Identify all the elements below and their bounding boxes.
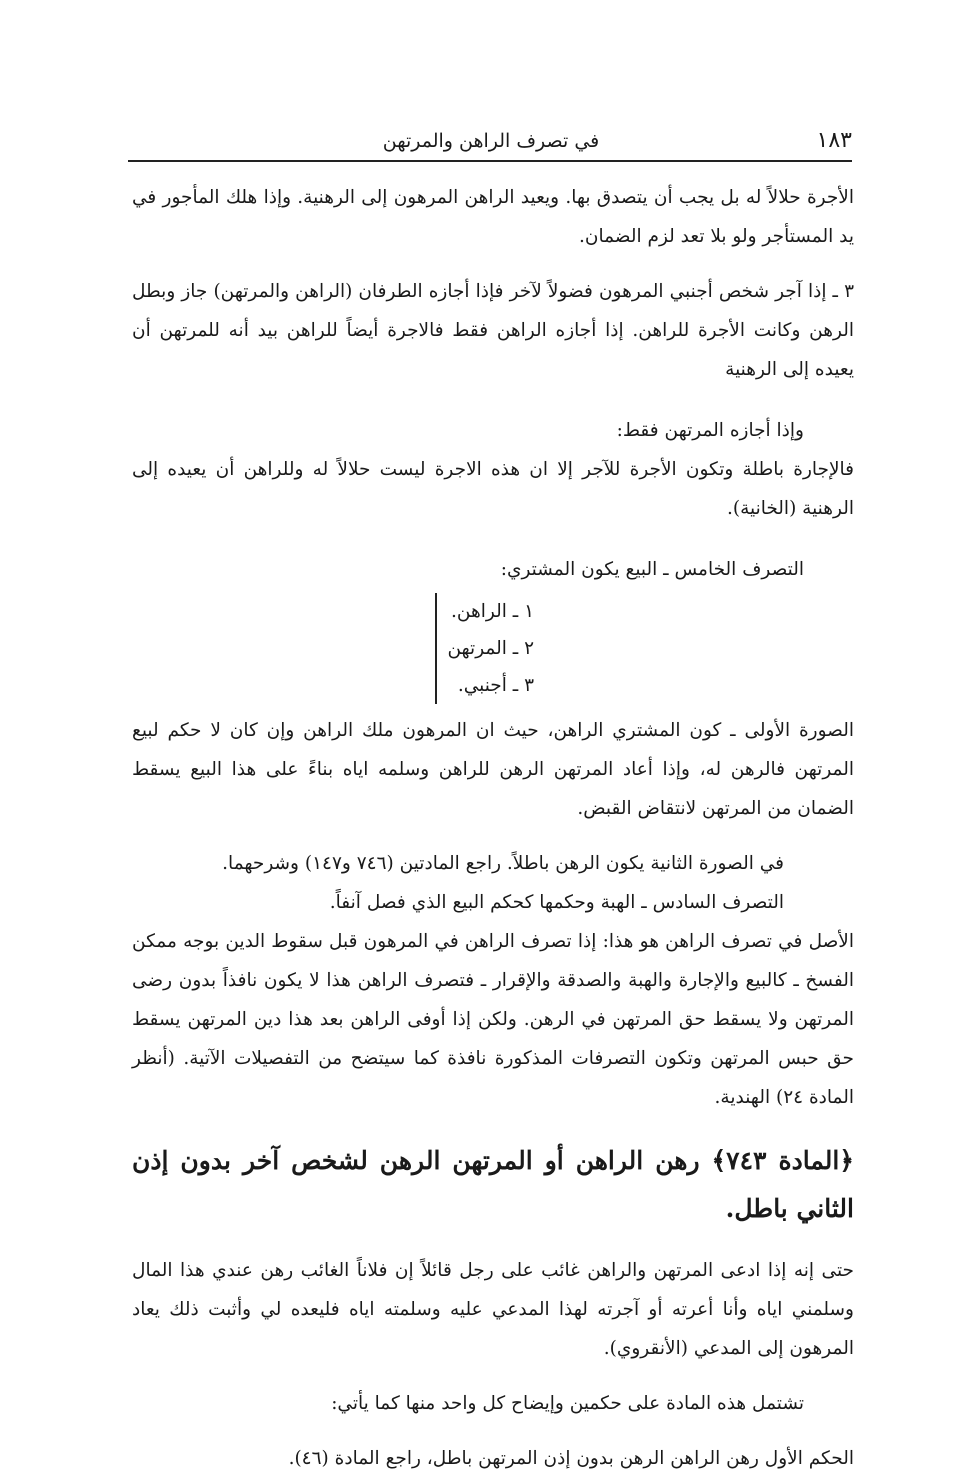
paragraph: الأجرة حلالاً له بل يجب أن يتصدق بها. ويعيد الراهن المرهون إلى الرهنية. وإذا هلك المأجور في يد المستأجر ولو بلا تعد لزم الضمان. <box>132 187 854 247</box>
page-body <box>132 178 854 1478</box>
page-header <box>130 128 852 162</box>
list-item: ٢ ـ المرتهن <box>447 638 534 659</box>
paragraph: الأصل في تصرف الراهن هو هذا: إذا تصرف الراهن في المرهون قبل سقوط الدين بوجه ممكن الفسخ ـ كالبيع والإجارة والهبة والصدقة والإقرار ـ فتصرف الراهن هذا لا يكون نافذاً بدون رضى المرتهن ولا يسقط حق المرتهن في الرهن. ولكن إذا أوفى الراهن بعد هذا دين المرتهن يسقط حق حبس المرتهن وتكون التصرفات المذكورة نافذة كما سيتضح من التفصيلات الآتية. (أنظر المادة ٢٤) الهندية. <box>132 931 854 1108</box>
paragraph: حتى إنه إذا ادعى المرتهن والراهن غائب على رجل قائلاً إن فلاناً الغائب رهن عندي هذا المال وسلمني اياه وأنا أعرته أو آجرته لهذا المدعي عليه وسلمته اياه فليعده لي وأثبت ذلك يعاد المرهون إلى المدعي (الأنقروي). <box>132 1260 854 1359</box>
paragraph: التصرف الخامس ـ البيع يكون المشتري: <box>500 559 804 580</box>
page-number: ١٨٣ <box>816 128 852 153</box>
paragraph: الحكم الأول رهن الراهن الرهن بدون إذن المرتهن باطل، راجع المادة (٤٦). <box>288 1448 854 1469</box>
paragraph: فالإجارة باطلة وتكون الأجرة للآجر إلا ان هذه الاجرة ليست حلالاً له وللراهن أن يعيده إلى الرهنية (الخانية). <box>132 459 854 519</box>
paragraph: وإذا أجازه المرتهن فقط: <box>616 420 804 441</box>
running-title: في تصرف الراهن والمرتهن <box>382 130 600 152</box>
paragraph: ٣ ـ إذا آجر شخص أجنبي المرهون فضولاً لآخر فإذا أجازه الطرفان (الراهن والمرتهن) جاز وبطل الرهن وكانت الأجرة للراهن. إذا أجازه الراهن فقط فالاجرة أيضاً للراهن بيد أنه للمرتهن أن يعيده إلى الرهنية <box>132 281 854 380</box>
list-item: ٣ ـ أجنبي. <box>457 675 534 696</box>
article-heading <box>132 1137 854 1233</box>
article-text: رهن الراهن أو المرتهن الرهن لشخص آخر بدون إذن الثاني باطل. <box>132 1146 854 1223</box>
paragraph: تشتمل هذه المادة على حكمين وإيضاح كل واحد منها كما يأتي: <box>331 1393 804 1414</box>
list-item: ١ ـ الراهن. <box>451 601 534 622</box>
header-rule <box>128 160 852 162</box>
article-number: ﴿المادة ٧٤٣﴾ <box>711 1146 854 1175</box>
paragraph: التصرف السادس ـ الهبة وحكمها كحكم البيع الذي فصل آنفاً. <box>329 892 784 913</box>
paragraph: الصورة الأولى ـ كون المشتري الراهن، حيث ان المرهون ملك الراهن وإن كان لا حكم لبيع المرتهن فالرهن له، وإذا أعاد المرتهن الرهن للراهن وسلمه اياه بناءً على هذا البيع يسقط الضمان من المرتهن لانتقاض القبض. <box>132 720 854 819</box>
buyer-list <box>132 593 854 705</box>
paragraph: في الصورة الثانية يكون الرهن باطلاً. راجع المادتين (٧٤٦ و١٤٧) وشرحهما. <box>222 853 784 874</box>
buyer-list-bracket <box>435 593 534 704</box>
